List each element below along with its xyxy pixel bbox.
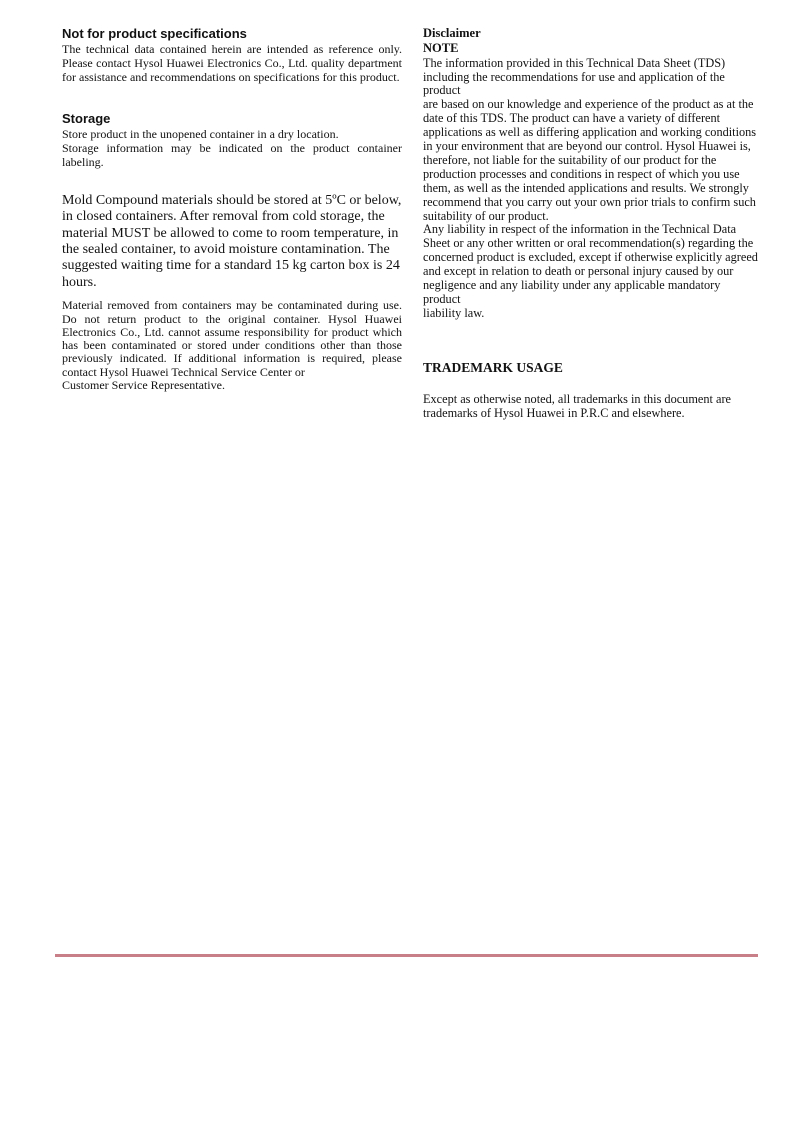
not-for-specs-paragraph: The technical data contained herein are intended as reference only. Please contact Hysol Huawei Electronics Co., Ltd. quality department for assistance and recommendations on specifications for this product. bbox=[62, 42, 402, 84]
contamination-last-line: Customer Service Representative. bbox=[62, 378, 225, 392]
disclaimer-heading: Disclaimer bbox=[423, 26, 481, 40]
contamination-paragraph: Material removed from containers may be contaminated during use. Do not return product to the original container. Hysol Huawei Electronics Co., Ltd. cannot assume responsibility for product which has been contaminated or stored under conditions other than those previously indicated. If additional information is required, please contact Hysol Huawei Technical Service Center or bbox=[62, 298, 402, 379]
cold-storage-paragraph: Mold Compound materials should be stored at 5ºC or below, in closed containers. After removal from cold storage, the material MUST be allowed to come to room temperature, in the sealed container, to avoid moisture contamination. The suggested waiting time for a standard 15 kg carton box is 24 hours. bbox=[62, 192, 402, 290]
disclaimer-paragraph: The information provided in this Technical Data Sheet (TDS) including the recommendations for use and application of the product are based on our knowledge and experience of the product as at the date of this TDS. The product can have a variety of different applications as well as differing application and working conditions in your environment that are beyond our control. Hysol Huawei is, therefore, not liable for the suitability of our product for the production processes and conditions in respect of which you use them, as well as the intended applications and results. We strongly recommend that you carry out your own prior trials to confirm such suitability of our product. Any liability in respect of the information in the Technical Data Sheet or any other written or oral recommendation(s) regarding the concerned product is excluded, except if otherwise explicitly agreed and except in relation to death or personal injury caused by our negligence and any liability under any applicable mandatory product liability law. bbox=[423, 55, 758, 320]
not-for-specs-heading: Not for product specifications bbox=[62, 26, 247, 41]
left-column bbox=[62, 26, 402, 392]
storage-paragraph: Storage information may be indicated on the product container labeling. bbox=[62, 141, 402, 169]
note-heading: NOTE bbox=[423, 40, 459, 55]
footer-rule bbox=[55, 954, 758, 957]
right-column bbox=[423, 26, 760, 420]
trademark-paragraph: Except as otherwise noted, all trademarks in this document are trademarks of Hysol Huawei in P.R.C and elsewhere. bbox=[423, 391, 732, 420]
trademark-heading: TRADEMARK USAGE bbox=[423, 359, 563, 375]
storage-heading: Storage bbox=[62, 111, 111, 127]
storage-line: Store product in the unopened container in a dry location. bbox=[62, 127, 339, 142]
